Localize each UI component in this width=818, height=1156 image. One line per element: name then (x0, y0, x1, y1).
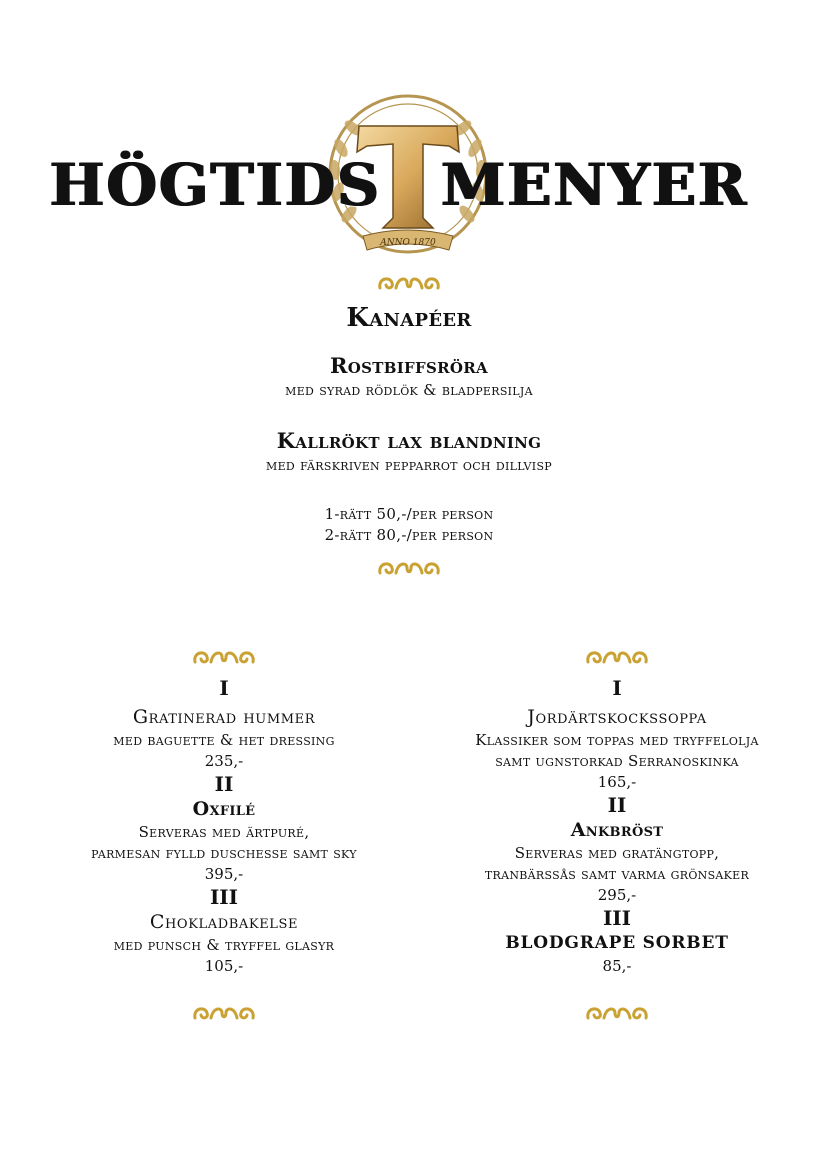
title-right-word: MENYER (441, 151, 749, 219)
dish-desc: Serveras med ärtpuré, (138, 823, 310, 841)
dish-price: 235,- (204, 752, 244, 770)
course-number: III (602, 906, 632, 930)
dish-name: Gratinerad hummer (132, 706, 316, 728)
course-number: III (209, 885, 239, 909)
canape-item-name: Rostbiffsröra (330, 353, 488, 378)
ornament-scroll-icon (374, 557, 444, 579)
canapes-heading: Kanapéer (346, 303, 472, 333)
dish-desc: med punsch & tryffel glasyr (113, 936, 335, 954)
menu-column-left (24, 676, 424, 977)
canape-price: 1-rätt 50,-/per person (324, 505, 494, 523)
dish-price: 295,- (597, 886, 637, 904)
dish-name: Chokladbakelse (149, 911, 299, 933)
dish-desc: Serveras med gratängtopp, (514, 844, 720, 862)
canapes-section (0, 302, 818, 546)
dish-desc: med baguette & het dressing (113, 731, 335, 749)
course-number: I (612, 676, 622, 700)
dish-name: Ankbröst (570, 819, 664, 841)
dish-desc: parmesan fylld duschesse samt sky (91, 844, 357, 862)
dish-name: Jordärtskockssoppa (527, 706, 707, 728)
canape-item-desc: med färskriven pepparrot och dillvisp (266, 456, 552, 474)
ornament-scroll-icon (374, 272, 444, 294)
ornament-scroll-icon (582, 1002, 652, 1024)
menu-column-right (417, 676, 817, 977)
dish-desc: Klassiker som toppas med tryffelolja (475, 731, 759, 749)
ornament-scroll-icon (582, 646, 652, 668)
dish-price: 165,- (597, 773, 637, 791)
emblem-ribbon-text: ANNO 1870 (380, 238, 436, 248)
ornament-scroll-icon (189, 646, 259, 668)
canape-price: 2-rätt 80,-/per person (324, 526, 494, 544)
dish-desc: tranbärssås samt varma grönsaker (484, 865, 750, 883)
canape-item-desc: med syrad rödlök & bladpersilja (285, 381, 533, 399)
dish-name: Oxfilé (192, 798, 256, 820)
course-number: II (607, 793, 627, 817)
course-number: I (219, 676, 229, 700)
menu-header (0, 88, 818, 278)
title-left-word: HÖGTIDS (49, 151, 381, 219)
course-number: II (214, 772, 234, 796)
dish-desc: samt ugnstorkad Serranoskinka (495, 752, 739, 770)
dish-name: BLODGRAPE SORBET (505, 933, 729, 953)
canape-item-name: Kallrökt lax blandning (276, 428, 542, 453)
dish-price: 85,- (602, 957, 632, 975)
dish-price: 105,- (204, 957, 244, 975)
dish-price: 395,- (204, 865, 244, 883)
ornament-scroll-icon (189, 1002, 259, 1024)
